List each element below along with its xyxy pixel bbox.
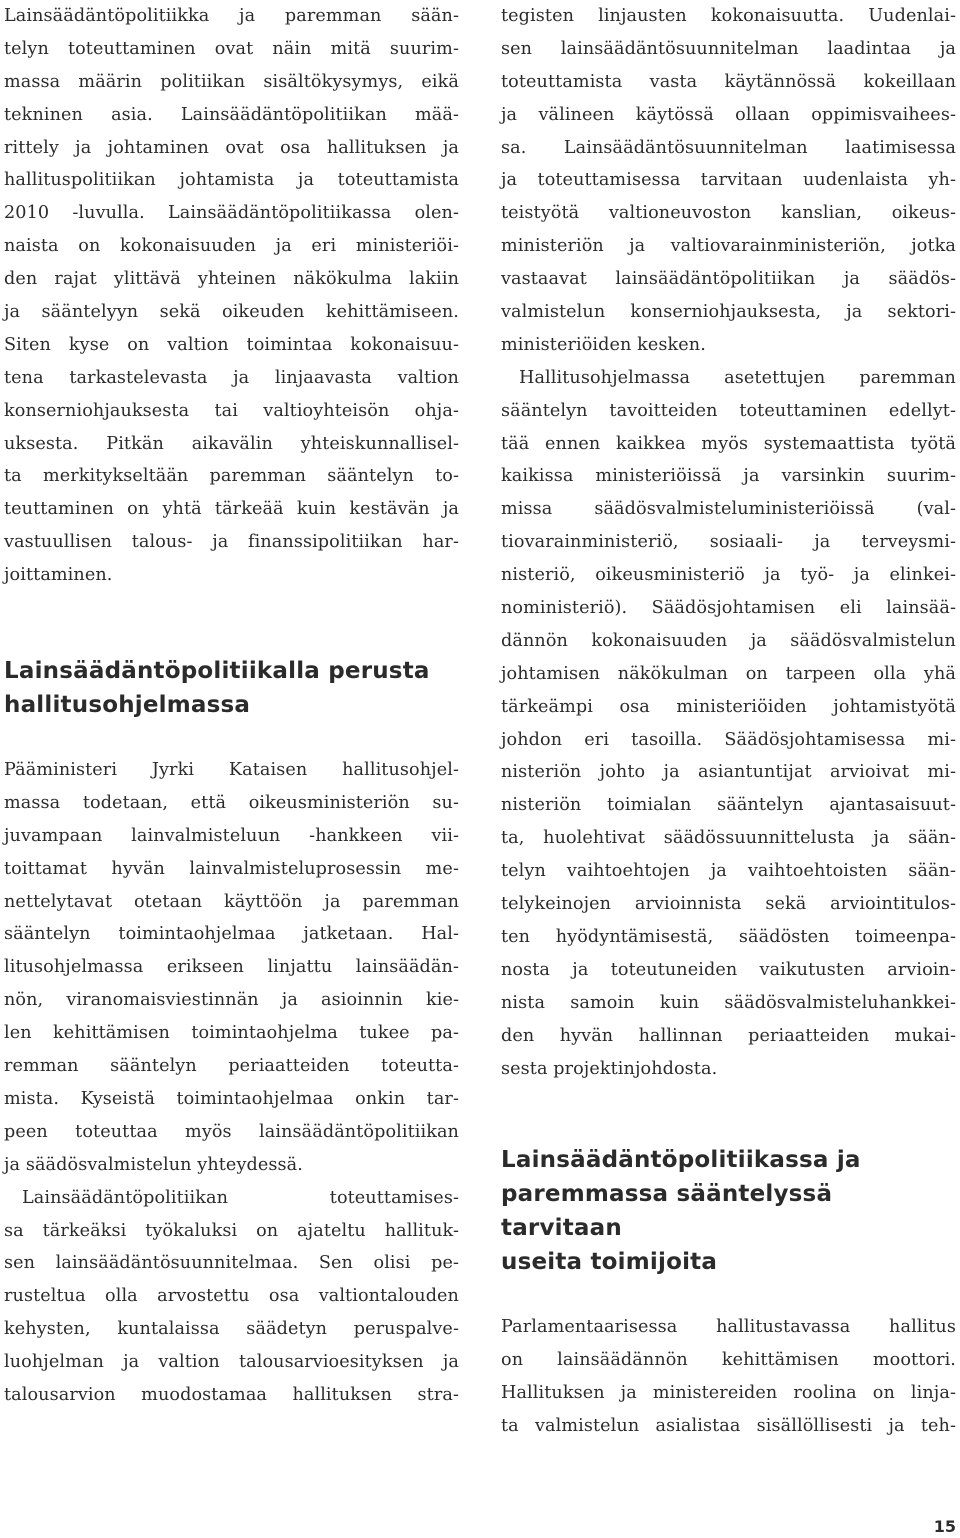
page-number: 15 — [933, 1517, 956, 1536]
text-line: sa tärkeäksi työkaluksi on ajateltu hallituk- — [4, 1220, 459, 1241]
heading-line: useita toimijoita — [501, 1249, 718, 1276]
text-line: ta merkitykseltään paremman sääntelyn to- — [4, 466, 459, 487]
text-line: telyn vaihtoehtojen ja vaihtoehtoisten sään- — [501, 861, 956, 882]
text-line: ja välineen käytössä ollaan oppimisvaihees- — [501, 104, 956, 125]
text-line: ministeriöiden kesken. — [501, 334, 706, 355]
left-paragraph-1 — [4, 0, 459, 592]
text-line: sen lainsäädäntösuunnitelman laadintaa ja — [501, 38, 956, 59]
text-line: tiovarainministeriö, sosiaali- ja terveysmi- — [501, 532, 956, 553]
text-line: sääntelyn tavoitteiden toteuttaminen edellyt- — [501, 400, 956, 421]
text-line: sääntelyn toimintaohjelmaa jatketaan. Hal- — [4, 924, 459, 945]
text-line: teistyötä valtioneuvoston kanslian, oikeus- — [501, 203, 956, 224]
text-line: massa määrin politiikan sisältökysymys, eikä — [4, 71, 459, 92]
text-line: on lainsäädännön kehittämisen moottori. — [501, 1350, 956, 1371]
text-line: Hallitusohjelmassa asetettujen paremman — [519, 367, 956, 388]
text-line: valmistelun konserniohjauksesta, ja sektori- — [501, 302, 956, 323]
text-line: vastaavat lainsäädäntöpolitiikan ja säädös- — [501, 269, 956, 290]
text-line: peen toteuttaa myös lainsäädäntöpolitiikan — [4, 1121, 459, 1142]
text-line: Lainsäädäntöpolitiikan toteuttamises- — [22, 1187, 459, 1208]
text-line: joittaminen. — [4, 565, 113, 586]
right-paragraph-3 — [501, 1311, 956, 1443]
text-line: kehysten, kuntalaissa säädetyn peruspalve- — [4, 1319, 459, 1340]
text-line: nosta ja toteutuneiden vaikutusten arvioin- — [501, 959, 956, 980]
text-line: telykeinojen arvioinnista sekä arviointitulos- — [501, 894, 956, 915]
text-line: tena tarkastelevasta ja linjaavasta valtion — [4, 367, 459, 388]
text-line: telyn toteuttaminen ovat näin mitä suurim- — [4, 38, 459, 59]
text-line: vastuullisen talous- ja finanssipolitiikan har- — [4, 532, 459, 553]
left-paragraph-3 — [4, 1182, 459, 1412]
text-line: remman sääntelyn periaatteiden toteutta- — [4, 1056, 459, 1077]
text-line: talousarvion muodostamaa hallituksen stra- — [4, 1384, 459, 1405]
text-line: nista samoin kuin säädösvalmisteluhankkei- — [501, 992, 956, 1013]
text-line: den hyvän hallinnan periaatteiden mukai- — [501, 1025, 956, 1046]
text-line: nettelytavat otetaan käyttöön ja paremman — [4, 891, 459, 912]
heading-line: paremmassa sääntelyssä tarvitaan — [501, 1181, 833, 1242]
text-line: luohjelman ja valtion talousarvioesityksen ja — [4, 1352, 459, 1373]
text-line: Siten kyse on valtion toimintaa kokonaisuu- — [4, 334, 459, 355]
heading-line: Lainsäädäntöpolitiikalla perusta — [4, 658, 430, 685]
text-line: Pääministeri Jyrki Kataisen hallitusohjel- — [4, 760, 459, 781]
text-line: naista on kokonaisuuden ja eri ministeriöi- — [4, 236, 459, 257]
text-line: noministeriö). Säädösjohtamisen eli lainsää- — [501, 598, 956, 619]
text-line: nisteriö, oikeusministeriö ja työ- ja elinkei- — [501, 565, 956, 586]
text-line: ta, huolehtivat säädössuunnittelusta ja sään- — [501, 828, 956, 849]
right-paragraph-1 — [501, 0, 956, 362]
text-line: massa todetaan, että oikeusministeriön su- — [4, 792, 459, 813]
text-line: kaikissa ministeriöissä ja varsinkin suurim- — [501, 466, 956, 487]
text-line: ja toteuttamisessa tarvitaan uudenlaista yh- — [501, 170, 956, 191]
text-line: johdon eri tasoilla. Säädösjohtamisessa mi- — [501, 729, 956, 750]
text-line: ten hyödyntämisestä, säädösten toimeenpa- — [501, 926, 956, 947]
text-line: tärkeämpi osa ministeriöiden johtamistyötä — [501, 696, 956, 717]
text-line: nön, viranomaisviestinnän ja asioinnin kie- — [4, 990, 459, 1011]
text-line: tää ennen kaikkea myös systemaattista työtä — [501, 433, 956, 454]
text-line: tekninen asia. Lainsäädäntöpolitiikan mää- — [4, 104, 459, 125]
text-line: dännön kokonaisuuden ja säädösvalmistelun — [501, 630, 956, 651]
text-line: nisteriön johto ja asiantuntijat arvioivat mi- — [501, 762, 956, 783]
text-line: tegisten linjausten kokonaisuutta. Uudenlai- — [501, 6, 956, 26]
section-heading-lainsaadantopolitiikassa — [501, 1143, 956, 1279]
text-line: johtamisen näkökulman on tarpeen olla yhä — [501, 663, 956, 684]
text-line: juvampaan lainvalmisteluun -hankkeen vii- — [4, 825, 459, 846]
text-line: uksesta. Pitkän aikavälin yhteiskunnallisel- — [4, 433, 459, 454]
text-line: sen lainsäädäntösuunnitelmaa. Sen olisi pe- — [4, 1253, 459, 1274]
text-line: toteuttamista vasta käytännössä kokeillaan — [501, 71, 956, 92]
text-line: litusohjelmassa erikseen linjattu lainsäädän- — [4, 957, 459, 978]
text-line: 2010 -luvulla. Lainsäädäntöpolitiikassa olen- — [4, 203, 459, 224]
text-line: ministeriön ja valtiovarainministeriön, jotka — [501, 236, 956, 257]
text-line: ta valmistelun asialistaa sisällöllisesti ja teh- — [501, 1416, 956, 1437]
section-heading-lainsaadantopolitiikalla — [4, 654, 459, 722]
text-line: Hallituksen ja ministereiden roolina on linja- — [501, 1383, 956, 1404]
text-line: missa säädösvalmisteluministeriöissä (val- — [501, 499, 956, 520]
text-line: sa. Lainsäädäntösuunnitelman laatimisessa — [501, 137, 956, 158]
text-line: den rajat ylittävä yhteinen näkökulma lakiin — [4, 269, 459, 290]
heading-line: Lainsäädäntöpolitiikassa ja — [501, 1147, 861, 1174]
text-line: sesta projektinjohdosta. — [501, 1058, 718, 1079]
left-paragraph-2 — [4, 754, 459, 1182]
text-line: nisteriön toimialan sääntelyn ajantasaisuut- — [501, 795, 956, 816]
left-column — [4, 0, 459, 1412]
text-line: Lainsäädäntöpolitiikka ja paremman sään- — [4, 6, 459, 26]
text-line: konserniohjauksesta tai valtioyhteisön ohja- — [4, 400, 459, 421]
text-line: mista. Kyseistä toimintaohjelmaa onkin tar- — [4, 1088, 459, 1109]
right-paragraph-2 — [501, 362, 956, 1086]
text-line: ja sääntelyyn sekä oikeuden kehittämiseen. — [4, 302, 459, 323]
text-line: rittely ja johtaminen ovat osa hallituksen ja — [4, 137, 459, 158]
text-line: len kehittämisen toimintaohjelma tukee pa- — [4, 1023, 459, 1044]
right-column — [501, 0, 956, 1443]
text-line: rusteltua olla arvostettu osa valtiontalouden — [4, 1286, 459, 1307]
text-line: hallituspolitiikan johtamista ja toteuttamista — [4, 170, 459, 191]
text-line: ja säädösvalmistelun yhteydessä. — [4, 1154, 303, 1175]
text-line: Parlamentaarisessa hallitustavassa hallitus — [501, 1317, 956, 1338]
text-line: teuttaminen on yhtä tärkeää kuin kestävän ja — [4, 499, 459, 520]
heading-line: hallitusohjelmassa — [4, 692, 251, 719]
text-line: toittamat hyvän lainvalmisteluprosessin me- — [4, 858, 459, 879]
